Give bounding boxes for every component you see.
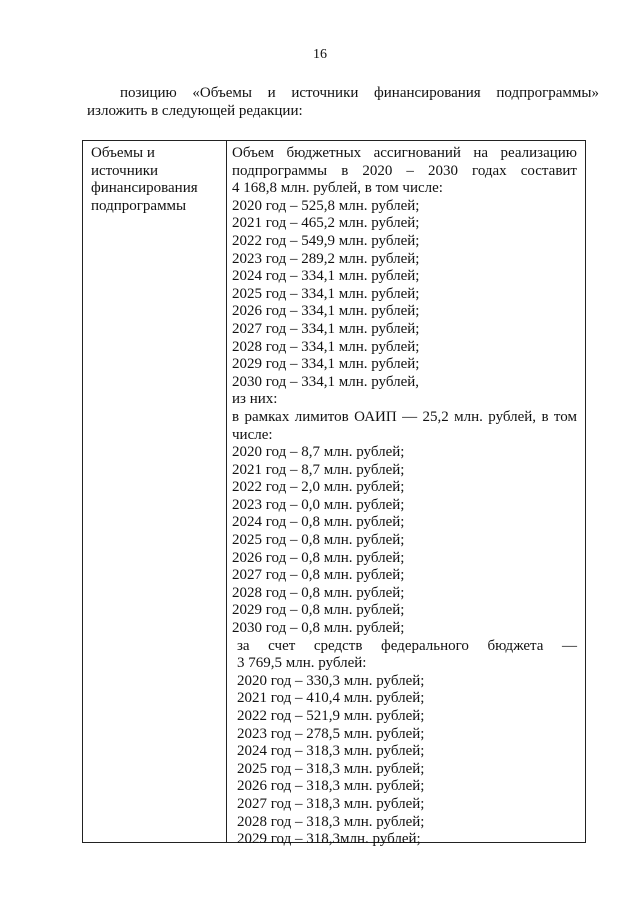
text-line: из них: xyxy=(232,391,278,408)
left-line-4: подпрограммы xyxy=(91,197,187,214)
year-line: 2029 год – 318,3млн. рублей; xyxy=(237,831,421,848)
year-line: 2026 год – 0,8 млн. рублей; xyxy=(232,549,405,566)
text-line: в рамках лимитов ОАИП — 25,2 млн. рублей, в том xyxy=(232,408,577,425)
table-right-cell xyxy=(232,145,577,849)
year-line: 2027 год – 334,1 млн. рублей; xyxy=(232,320,420,337)
year-line: 2023 год – 278,5 млн. рублей; xyxy=(237,725,425,742)
year-line: 2022 год – 549,9 млн. рублей; xyxy=(232,232,420,249)
year-line: 2021 год – 8,7 млн. рублей; xyxy=(232,461,405,478)
left-line-1 xyxy=(91,145,222,163)
year-line: 2028 год – 318,3 млн. рублей; xyxy=(237,813,425,830)
text-line: 3 769,5 млн. рублей: xyxy=(237,655,367,672)
text-line: Объем бюджетных ассигнований на реализацию xyxy=(232,145,577,161)
year-line: 2026 год – 334,1 млн. рублей; xyxy=(232,303,420,320)
column-divider xyxy=(226,141,227,842)
year-line: 2020 год – 8,7 млн. рублей; xyxy=(232,444,405,461)
year-line: 2029 год – 334,1 млн. рублей; xyxy=(232,356,420,373)
funding-table xyxy=(82,140,586,848)
intro-line-1: позицию «Объемы и источники финансирования подпрограммы» xyxy=(120,85,599,101)
left-line-2: источники xyxy=(91,162,159,179)
text-line: за счет средств федерального бюджета — xyxy=(237,637,577,654)
year-line: 2028 год – 334,1 млн. рублей; xyxy=(232,338,420,355)
intro-line-2: изложить в следующей редакции: xyxy=(87,103,303,119)
year-line: 2024 год – 0,8 млн. рублей; xyxy=(232,514,405,531)
year-line: 2021 год – 465,2 млн. рублей; xyxy=(232,215,420,232)
year-line: 2022 год – 2,0 млн. рублей; xyxy=(232,479,405,496)
year-line: 2020 год – 330,3 млн. рублей; xyxy=(237,672,425,689)
left-word-objemy: Объемы xyxy=(91,145,144,161)
left-word-i: и xyxy=(146,145,155,161)
total-funding-block xyxy=(232,145,577,409)
year-line: 2029 год – 0,8 млн. рублей; xyxy=(232,602,405,619)
year-line: 2023 год – 0,0 млн. рублей; xyxy=(232,496,405,513)
oaip-funding-block xyxy=(232,409,577,638)
year-line: 2025 год – 318,3 млн. рублей; xyxy=(237,760,425,777)
intro-paragraph xyxy=(87,84,599,120)
year-line: 2024 год – 334,1 млн. рублей; xyxy=(232,268,420,285)
year-line: 2023 год – 289,2 млн. рублей; xyxy=(232,250,420,267)
year-line: 2027 год – 0,8 млн. рублей; xyxy=(232,567,405,584)
text-line: числе: xyxy=(232,426,273,443)
year-line: 2021 год – 410,4 млн. рублей; xyxy=(237,690,425,707)
year-line: 2025 год – 334,1 млн. рублей; xyxy=(232,285,420,302)
year-line: 2024 год – 318,3 млн. рублей; xyxy=(237,743,425,760)
year-line: 2022 год – 521,9 млн. рублей; xyxy=(237,708,425,724)
year-line: 2026 год – 318,3 млн. рублей; xyxy=(237,778,425,795)
year-line: 2027 год – 318,3 млн. рублей; xyxy=(237,795,425,812)
year-line: 2030 год – 0,8 млн. рублей; xyxy=(232,620,405,637)
year-line: 2030 год – 334,1 млн. рублей, xyxy=(232,373,420,390)
year-line: 2025 год – 0,8 млн. рублей; xyxy=(232,532,405,549)
left-line-3: финансирования xyxy=(91,180,198,197)
text-line: 4 168,8 млн. рублей, в том числе: xyxy=(232,180,443,197)
table-left-cell xyxy=(91,145,222,215)
year-line: 2028 год – 0,8 млн. рублей; xyxy=(232,584,405,601)
year-line: 2020 год – 525,8 млн. рублей; xyxy=(232,197,420,214)
federal-funding-block xyxy=(232,638,577,849)
text-line: подпрограммы в 2020 – 2030 годах составит xyxy=(232,162,577,179)
page-number: 16 xyxy=(313,47,327,62)
